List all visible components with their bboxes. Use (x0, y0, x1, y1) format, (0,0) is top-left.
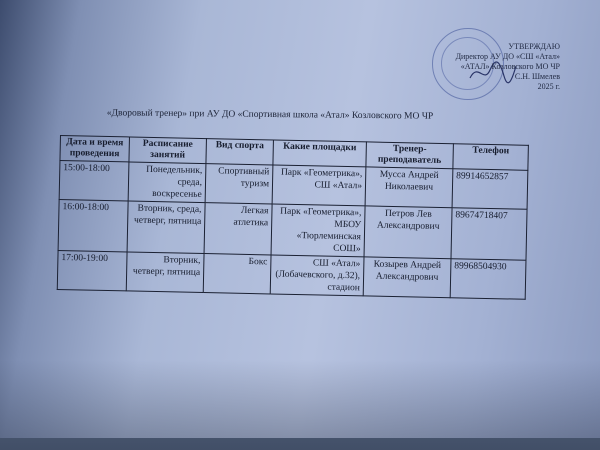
schedule-table (57, 135, 529, 300)
approval-organization: «АТАЛ» Козловского МО ЧР (460, 62, 560, 71)
cell-coach: Мусса Андрей Николаевич (365, 167, 453, 208)
approval-director: Директор АУ ДО «СШ «Атал» (455, 52, 560, 61)
cell-phone: 89968504930 (450, 259, 526, 300)
header-places: Какие площадки (273, 140, 367, 167)
cell-place: Парк «Геометрика», МБОУ «Тюрлеминская СОШ» (271, 204, 365, 257)
approval-year: 2025 г. (537, 82, 560, 91)
header-schedule: Расписание занятий (129, 137, 207, 164)
cell-phone: 89674718407 (451, 208, 527, 261)
cell-time: 15:00-18:00 (59, 161, 129, 201)
cell-days: Вторник, четверг, пятница (126, 252, 204, 293)
header-phone: Телефон (453, 144, 529, 171)
header-sport: Вид спорта (206, 139, 274, 165)
cell-sport: Спортивный туризм (205, 164, 273, 204)
cell-sport: Бокс (203, 254, 271, 294)
document-title: «Дворовый тренер» при АУ ДО «Спортивная школа «Атал» Козловского МО ЧР (106, 108, 434, 122)
approval-block (420, 42, 560, 92)
cell-days: Вторник, среда, четверг, пятница (127, 201, 205, 254)
header-date: Дата и время проведения (60, 136, 130, 162)
cell-coach: Козырев Андрей Александрович (363, 257, 451, 298)
cell-time: 16:00-18:00 (58, 199, 128, 251)
cell-time: 17:00-19:00 (57, 250, 127, 290)
approval-heading: УТВЕРЖДАЮ (508, 42, 560, 51)
cell-sport: Легкая атлетика (204, 203, 272, 255)
cell-coach: Петров Лев Александрович (364, 206, 452, 259)
approval-signer: С.Н. Шмелев (514, 72, 560, 81)
header-coach: Тренер-преподаватель (366, 142, 454, 169)
cell-place: СШ «Атал» (Лобачевского, д.32), стадион (270, 255, 364, 296)
cell-phone: 89914652857 (452, 169, 528, 210)
cell-days: Понедельник, среда, воскресенье (128, 162, 206, 203)
cell-place: Парк «Геометрика», СШ «Атал» (272, 165, 366, 206)
